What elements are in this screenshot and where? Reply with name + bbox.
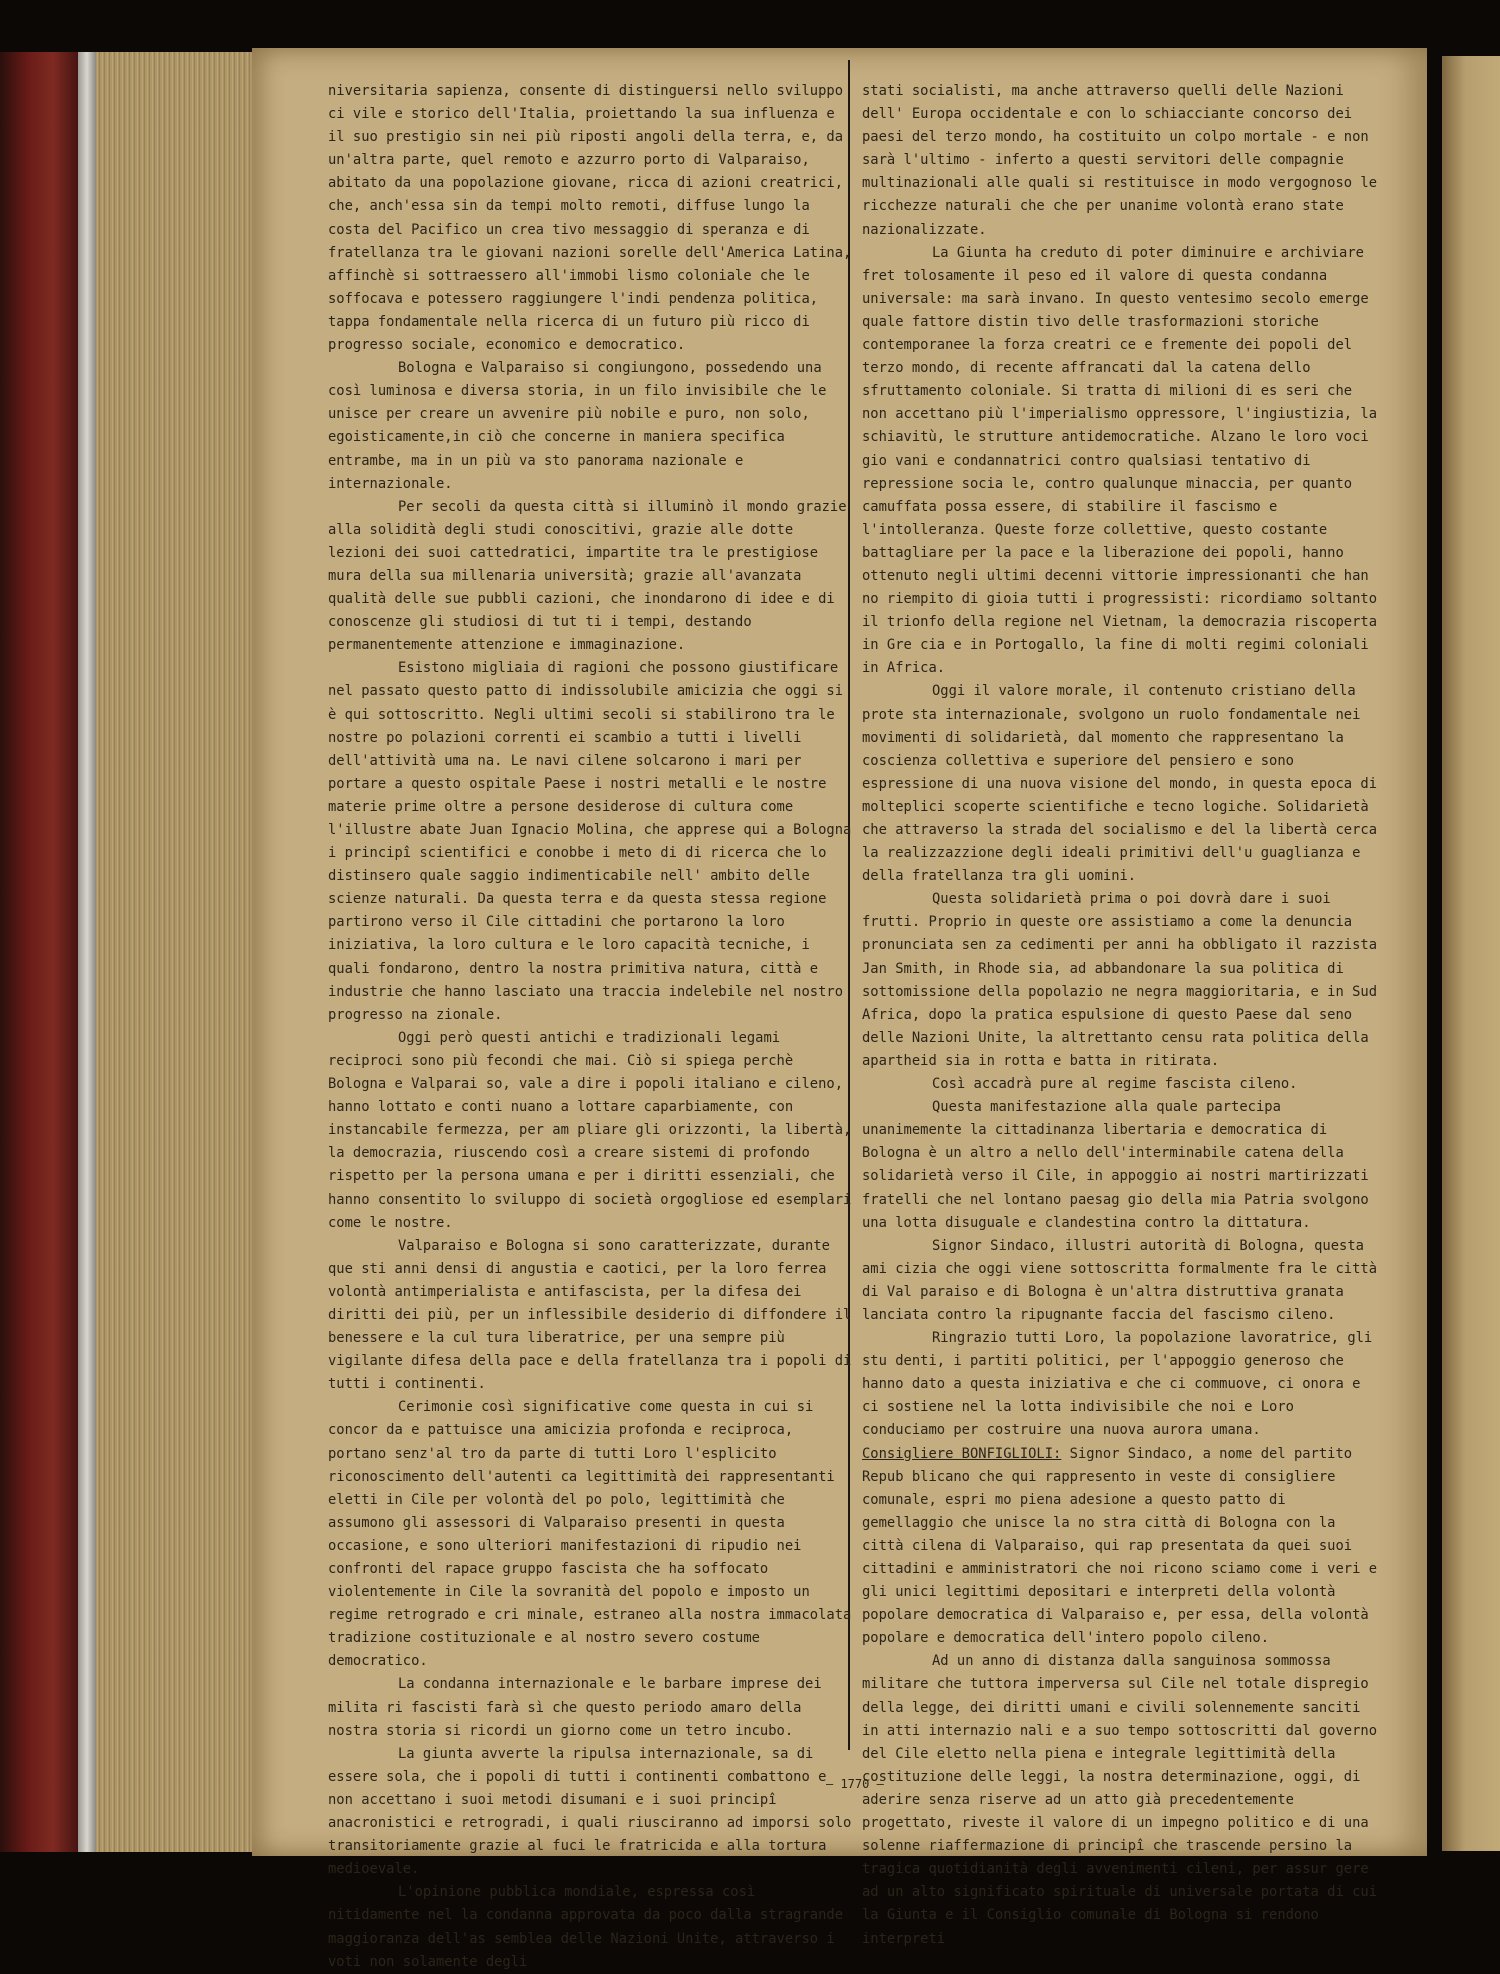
paragraph-text: La condanna internazionale e le barbare imprese dei milita ri fascisti farà sì che questo periodo amaro della nostra storia si ricordi un giorno come un tetro incubo.: [328, 1676, 822, 1739]
paragraph: [862, 1235, 1382, 1327]
paragraph-text: Signor Sindaco, a nome del partito Repub blicano che qui rappresento in veste di consigliere comunale, espri mo piena adesione a questo patto di gemellaggio che unisce la no stra città di Bologna con la città cilena di Valparaiso, qui rap presentata da quei suoi cittadini e amministratori che noi ricono sciamo come i veri e gli unici legittimi depositari e interpreti della volontà popolare democratica di Valparaiso e, per essa, della volontà popolare e democratica dell'intero popolo cileno.: [862, 1445, 1377, 1647]
paragraph-text: Per secoli da questa città si illuminò il mondo grazie alla solidità degli studi conoscitivi, grazie alle dotte lezioni dei suoi cattedratici, impartite tra le prestigiose mura della sua millenaria università; grazie all'avanzata qualità delle sue pubbli cazioni, che inondarono di idee e di conoscenze gli studiosi di tut ti i tempi, destando permanentemente attenzione e immaginazione.: [328, 498, 847, 654]
paragraph-text: Esistono migliaia di ragioni che possono giustificare nel passato questo patto di indissolubile amicizia che oggi si è qui sottoscritto. Negli ultimi secoli si stabilirono tra le nostre po polazioni correnti ei scambio a tutti i livelli dell'attività uma na. Le navi cilene solcarono i mari per portare a questo ospitale Paese i nostri metalli e le nostre materie prime oltre a persone desiderose di cultura come l'illustre abate Juan Ignacio Molina, che apprese qui a Bologna i principî scientifici e conobbe i meto di di ricerca che lo distinsero quale saggio indimenticabile nell' ambito delle scienze naturali. Da questa terra e da questa stessa regione partirono verso il Cile cittadini che portarono la loro iniziativa, la loro cultura e le loro capacità tecniche, i quali fondarono, dentro la nostra primitiva natura, città e industrie che hanno lasciato una traccia indelebile nel nostro progresso na zionale.: [328, 660, 852, 1023]
paragraph-text: Cerimonie così significative come questa in cui si concor da e pattuisce una amicizia profonda e reciproca, portano senz'al tro da parte di tutti Loro l'esplicito riconoscimento dell'autenti ca legittimità dei rappresentanti eletti in Cile per volontà del po polo, legittimità che assumono gli assessori di Valparaiso presenti in questa occasione, e sono ulteriori manifestazioni di ripudio nei confronti del rapace gruppo fascista che ha soffocato violentemente in Cile la sovranità del popolo e imposto un regime retrogrado e cri minale, estraneo alla nostra immacolata tradizione costituzionale e al nostro severo costume democratico.: [328, 1399, 852, 1670]
paragraph-text: niversitaria sapienza, consente di distinguersi nello sviluppo ci vile e storico dell'Italia, proiettando la sua influenza e il suo prestigio sin nei più riposti angoli della terra, e, da un'altra parte, quel remoto e azzurro porto di Valparaiso, abitato da una popolazione giovane, ricca di azioni creatrici, che, anch'essa sin da tempi molto remoti, diffuse lungo la costa del Pacifico un crea tivo messaggio di speranza e di fratellanza tra le giovani nazioni sorelle dell'America Latina, affinchè si sottraessero all'immobi lismo coloniale che le soffocava e potessero raggiungere l'indi pendenza politica, tappa fondamentale nella ricerca di un futuro più ricco di progresso sociale, economico e democratico.: [328, 83, 852, 354]
paragraph-text: Oggi il valore morale, il contenuto cristiano della prote sta internazionale, svolgono un ruolo fondamentale nei movimenti di solidarietà, dal momento che rappresentano la coscienza collettiva e superiore del pensiero e sono espressione di una nuova visione del mondo, in questa epoca di molteplici scoperte scientifiche e tecno logiche. Solidarietà che attraverso la strada del socialismo e del la libertà cerca la realizzazzione degli ideali primitivi dell'u guaglianza e della fratellanza tra gli uomini.: [862, 683, 1377, 885]
paragraph-text: La giunta avverte la ripulsa internazionale, sa di essere sola, che i popoli di tutti i continenti combattono e non accettano i suoi metodi disumani e i suoi principî anacronistici e retrogradi, i quali riusciranno ad imporsi solo transitoriamente grazie al fuci le fratricida e alla tortura medioevale.: [328, 1745, 852, 1878]
paragraph-text: stati socialisti, ma anche attraverso quelli delle Nazioni dell' Europa occidentale e con lo schiacciante concorso dei paesi del terzo mondo, ha costituito un colpo mortale - e non sarà l'ultimo - inferto a questi servitori delle compagnie multinazionali alle quali si restituisce in modo vergognoso le ricchezze naturali che che per unanime volontà erano state nazionalizzate.: [862, 83, 1377, 238]
book-binding: [0, 52, 96, 1852]
paragraph-text: Valparaiso e Bologna si sono caratterizzate, durante que sti anni densi di angustia e caotici, per la loro ferrea volontà antimperialista e antifascista, per la difesa dei diritti dei più, per un inflessibile desiderio di diffondere il benessere e la cul tura liberatrice, per una sempre più vigilante difesa della pace e della fratellanza tra i popoli di tutti i continenti.: [328, 1237, 852, 1393]
paragraph-text: Signor Sindaco, illustri autorità di Bologna, questa ami cizia che oggi viene sottoscritta formalmente fra le città di Val paraiso e di Bologna è un'altra distruttiva granata lanciata contro la ripugnante faccia del fascismo cileno.: [862, 1237, 1377, 1323]
page-number: — 1770 —: [826, 1777, 884, 1791]
paragraph: [862, 888, 1382, 1073]
paragraph: [328, 1396, 853, 1673]
paragraph: [328, 80, 853, 357]
paragraph: [328, 1673, 853, 1742]
paragraph: [862, 80, 1382, 242]
paragraph-text: La Giunta ha creduto di poter diminuire e archiviare fret tolosamente il peso ed il valore di questa condanna universale: ma sarà invano. In questo ventesimo secolo emerge quale fattore distin tivo delle trasformazioni storiche contemporanee la forza creatri ce e fremente dei popoli del terzo mondo, di recente affrancati dal la catena dello sfruttamento coloniale. Si tratta di milioni di es seri che non accettano più l'imperialismo oppressore, l'ingiustizia, la schiavitù, le strutture antidemocratiche. Alzano le loro voci gio vani e condannatrici contro qualsiasi tentativo di repressione socia le, contro qualunque minaccia, per quanto camuffata possa essere, di stabilire il fascismo e l'intolleranza. Queste forze collettive, questo costante battagliare per la pace e la liberazione dei popoli, hanno ottenuto negli ultimi decenni vittorie impressionanti che han no riempito di gioia tutti i progressisti: ricordiamo soltanto il trionfo della regione nel Vietnam, la democrazia riscoperta in Gre cia e in Portogallo, la fine di molti regimi coloniali in Africa.: [862, 244, 1377, 677]
paragraph-text: L'opinione pubblica mondiale, espressa così nitidamente nel la condanna approvata da poco dalla stragrande maggioranza dell'as semblea delle Nazioni Unite, attraverso i voti non solamente degli: [328, 1884, 843, 1970]
paragraph: [862, 680, 1382, 888]
paragraph: [862, 1096, 1382, 1235]
paragraph-text: Ringrazio tutti Loro, la popolazione lavoratrice, gli stu denti, i partiti politici, per l'appoggio generoso che hanno dato a questa iniziativa e che ci commuove, ci onora e ci sostiene nel la lotta indivisibile che noi e Loro conduciamo per costruire una nuova aurora umana.: [862, 1330, 1373, 1439]
paragraph-text: Bologna e Valparaiso si congiungono, possedendo una così luminosa e diversa storia, in un filo invisibile che le unisce per creare un avvenire più nobile e puro, non solo, egoisticamente,in ciò che concerne in maniera specifica entrambe, ma in un più va sto panorama nazionale e internazionale.: [328, 360, 827, 492]
paragraph: [862, 1073, 1382, 1096]
paragraph: [862, 1443, 1382, 1651]
paragraph-text: Oggi però questi antichi e tradizionali legami reciproci sono più fecondi che mai. Ciò si spiega perchè Bologna e Valparai so, vale a dire i popoli italiano e cileno, hanno lottato e conti nuano a lottare caparbiamente, con instancabile fermezza, per am pliare gli orizzonti, la libertà, la democrazia, riuscendo così a creare sistemi di profondo rispetto per la persona umana e per i diritti essenziali, che hanno consentito lo sviluppo di società orgogliose ed esemplari come le nostre.: [328, 1029, 852, 1231]
left-text-column: [328, 80, 853, 1974]
paragraph: [328, 657, 853, 1027]
paragraph-text: Questa manifestazione alla quale partecipa unanimemente la cittadinanza libertaria e democratica di Bologna è un altro a nello dell'interminabile catena della solidarietà verso il Cile, in appoggio ai nostri martirizzati fratelli che nel lontano paesag gio della mia Patria svolgono una lotta disuguale e clandestina contro la dittatura.: [862, 1099, 1369, 1231]
right-text-column: [862, 80, 1382, 1951]
paragraph: [328, 1743, 853, 1882]
paragraph-text: Così accadrà pure al regime fascista cileno.: [932, 1076, 1298, 1093]
paragraph: [328, 1881, 853, 1973]
page-edges: [96, 52, 254, 1852]
paragraph-text: Ad un anno di distanza dalla sanguinosa sommossa militare che tuttora imperversa sul Cile nel totale dispregio della legge, dei diritti umani e civili solennemente sanciti in atti internazio nali e a suo tempo sottoscritti dal governo del Cile eletto nella piena e integrale legittimità della costituzione delle leggi, la nostra determinazione, oggi, di aderire senza riserve ad un atto già precedentemente progettato, riveste il valore di un impegno politico e di una solenne riaffermazione di principî che trascende persino la tragica quotidianità degli avvenimenti cileni, per assur gere ad un alto significato spirituale di universale portata di cui la Giunta e il Consiglio comunale di Bologna si rendono interpreti: [862, 1653, 1377, 1947]
facing-page-edge: [1442, 56, 1500, 1851]
paragraph: [328, 496, 853, 658]
paragraph: [862, 1650, 1382, 1950]
paragraph: [328, 357, 853, 496]
speaker-label: Consigliere BONFIGLIOLI:: [862, 1445, 1062, 1462]
paragraph: [328, 1235, 853, 1397]
paragraph: [862, 1327, 1382, 1442]
paragraph: [328, 1027, 853, 1235]
paragraph-text: Questa solidarietà prima o poi dovrà dare i suoi frutti. Proprio in queste ore assistiamo a come la denuncia pronunciata sen za cedimenti per anni ha obbligato il razzista Jan Smith, in Rhode sia, ad abbandonare la sua politica di sottomissione della popolazio ne negra maggioritaria, e in Sud Africa, dopo la pratica espulsione di questo Paese dal seno delle Nazioni Unite, la altrettanto censu rata politica della apartheid sia in rotta e batta in ritirata.: [862, 891, 1377, 1069]
paragraph: [862, 242, 1382, 681]
